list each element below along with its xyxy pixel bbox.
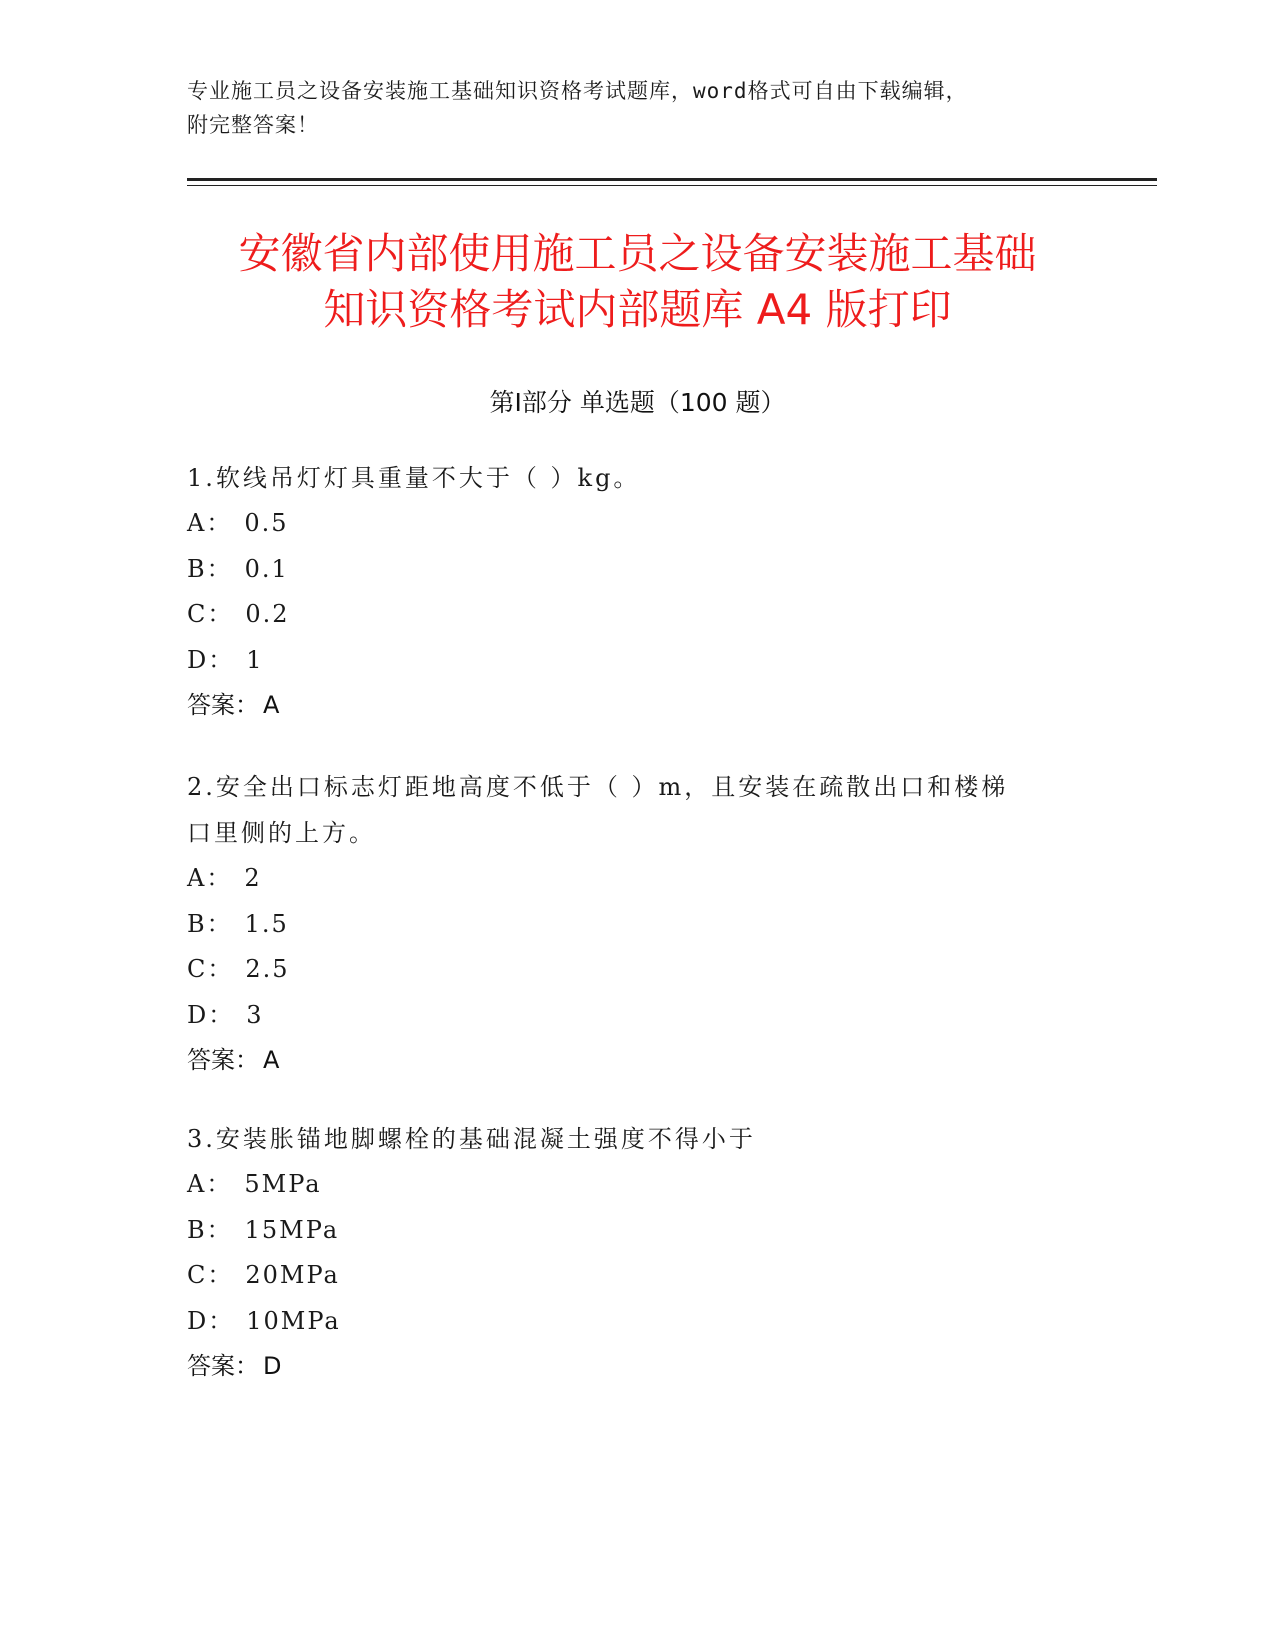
- answer-value: A: [263, 1046, 280, 1074]
- option-letter: B: [187, 909, 207, 938]
- option-text: 2.5: [245, 955, 290, 983]
- option-separator: ：: [206, 1170, 233, 1198]
- answer-option: [187, 638, 1087, 684]
- option-separator: ：: [208, 1306, 235, 1335]
- document-title: [140, 226, 1135, 338]
- header-note-line: 专业施工员之设备安装施工基础知识资格考试题库，word格式可自由下载编辑，: [187, 79, 968, 103]
- answer-option: [187, 902, 1087, 948]
- option-text: 10MPa: [246, 1306, 341, 1335]
- option-text: 0.2: [245, 600, 290, 628]
- option-letter: D: [187, 645, 209, 674]
- header-note: [187, 74, 1087, 142]
- option-letter: C: [187, 600, 208, 628]
- section-heading: 第Ⅰ部分 单选题（100 题）: [489, 388, 786, 417]
- option-text: 1: [246, 645, 264, 674]
- question-stem: [187, 1116, 1087, 1162]
- option-separator: ：: [206, 554, 233, 583]
- option-letter: D: [187, 1000, 209, 1029]
- question-stem-line: 口里侧的上方。: [187, 819, 376, 847]
- answer-option: [187, 856, 1087, 902]
- option-letter: C: [187, 955, 208, 983]
- option-letter: A: [187, 509, 207, 537]
- question-block: [187, 764, 1087, 1083]
- answer-option: [187, 947, 1087, 993]
- option-separator: ：: [208, 1000, 235, 1029]
- document-title-line: 知识资格考试内部题库 A4 版打印: [323, 285, 952, 334]
- answer-option: [187, 501, 1087, 547]
- option-letter: A: [187, 1170, 207, 1198]
- option-separator: ：: [207, 1261, 234, 1289]
- answer-value: A: [263, 691, 280, 719]
- option-text: 1.5: [244, 909, 289, 938]
- option-letter: D: [187, 1306, 209, 1335]
- option-text: 2: [244, 864, 262, 892]
- answer-option: [187, 1299, 1087, 1345]
- option-text: 0.5: [244, 509, 289, 537]
- option-separator: ：: [206, 509, 233, 537]
- question-block: [187, 455, 1087, 728]
- option-letter: A: [187, 864, 207, 892]
- header-divider-thin: [187, 185, 1157, 186]
- answer-line: [187, 1344, 1087, 1389]
- option-text: 0.1: [244, 554, 289, 583]
- option-separator: ：: [207, 955, 234, 983]
- answer-option: [187, 592, 1087, 638]
- option-text: 3: [246, 1000, 264, 1029]
- header-divider-thick: [187, 178, 1157, 181]
- option-separator: ：: [207, 600, 234, 628]
- question-block: [187, 1116, 1087, 1389]
- answer-option: [187, 1208, 1087, 1254]
- answer-value: D: [263, 1352, 282, 1380]
- question-stem-line: 3.安装胀锚地脚螺栓的基础混凝土强度不得小于: [187, 1125, 756, 1153]
- answer-option: [187, 1253, 1087, 1299]
- answer-label: 答案：: [187, 1352, 259, 1380]
- question-stem-line: 2.安全出口标志灯距地高度不低于（ ）m，且安装在疏散出口和楼梯: [187, 773, 1009, 801]
- option-text: 20MPa: [245, 1261, 340, 1289]
- option-letter: B: [187, 1215, 207, 1244]
- option-text: 5MPa: [244, 1170, 322, 1198]
- option-letter: B: [187, 554, 207, 583]
- answer-label: 答案：: [187, 691, 259, 719]
- answer-line: [187, 1038, 1087, 1083]
- option-separator: ：: [208, 645, 235, 674]
- option-text: 15MPa: [244, 1215, 340, 1244]
- answer-option: [187, 1162, 1087, 1208]
- answer-label: 答案：: [187, 1046, 259, 1074]
- option-letter: C: [187, 1261, 208, 1289]
- document-title-line: 安徽省内部使用施工员之设备安装施工基础: [238, 229, 1037, 278]
- question-stem-line: 1.软线吊灯灯具重量不大于（ ）kg。: [187, 464, 641, 492]
- question-stem: [187, 764, 1087, 856]
- option-separator: ：: [206, 1215, 233, 1244]
- option-separator: ：: [206, 909, 233, 938]
- option-separator: ：: [206, 864, 233, 892]
- header-note-line: 附完整答案！: [187, 113, 319, 137]
- question-stem: [187, 455, 1087, 501]
- answer-option: [187, 993, 1087, 1039]
- answer-option: [187, 547, 1087, 593]
- answer-line: [187, 683, 1087, 728]
